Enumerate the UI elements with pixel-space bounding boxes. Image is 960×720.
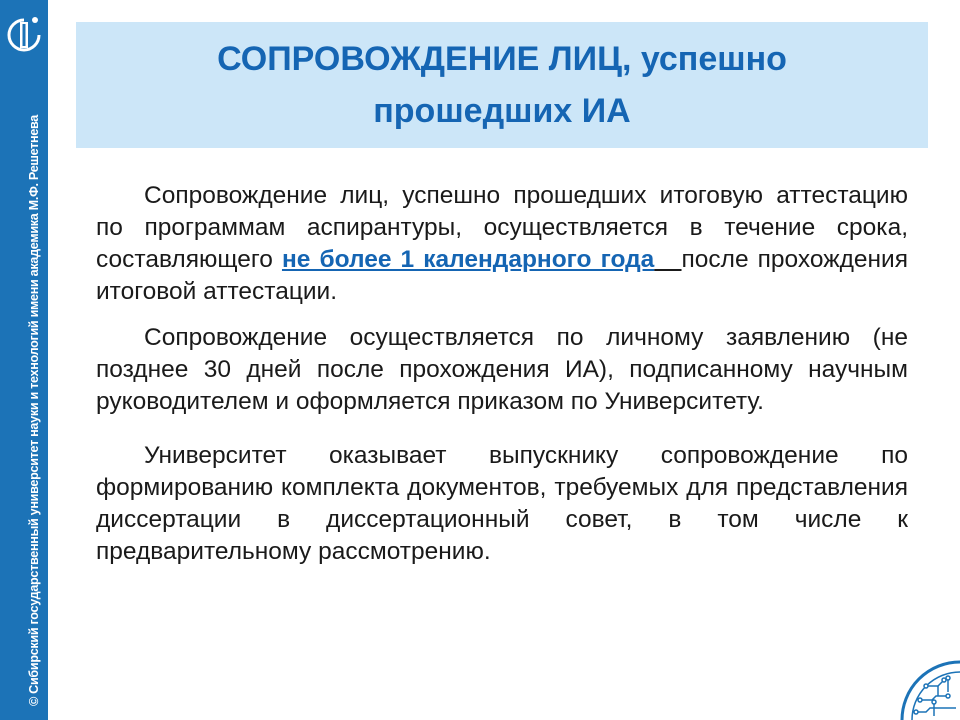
circuit-globe-icon [896,656,960,720]
title-line-2: прошедших ИА [373,92,631,130]
title-banner [76,22,928,148]
content-body [96,180,908,568]
university-logo-icon [5,8,43,62]
paragraph-1-tail: после прохождения итоговой аттестации. [96,246,909,305]
deadline-link[interactable]: не более 1 календарного года [281,246,655,273]
sidebar-vertical-text: © Сибирский государственный университет науки и технологий имени академика М.Ф. Решетнева [27,114,41,706]
paragraph-2: Сопровождение осуществляется по личному заявлению (не позднее 30 дней после прохождения ИА), подписанному научным руководителем и оформляется приказом по Университету. [96,324,908,415]
paragraph-1-text: Сопровождение лиц, успешно прошедших итоговую аттестацию по программам аспирантуры, осуществляется в течение срока, составляющего [96,182,908,273]
paragraph-1 [96,180,908,308]
paragraph-3: Университет оказывает выпускнику сопровождение по формированию комплекта документов, требуемых для представления диссертации в диссертационный совет, в том числе к предварительному рассмотрению. [96,442,908,565]
title-line-1: СОПРОВОЖДЕНИЕ ЛИЦ, успешно [217,40,787,78]
page-title [102,33,902,137]
blank-underline [654,246,681,273]
sidebar [0,0,48,720]
